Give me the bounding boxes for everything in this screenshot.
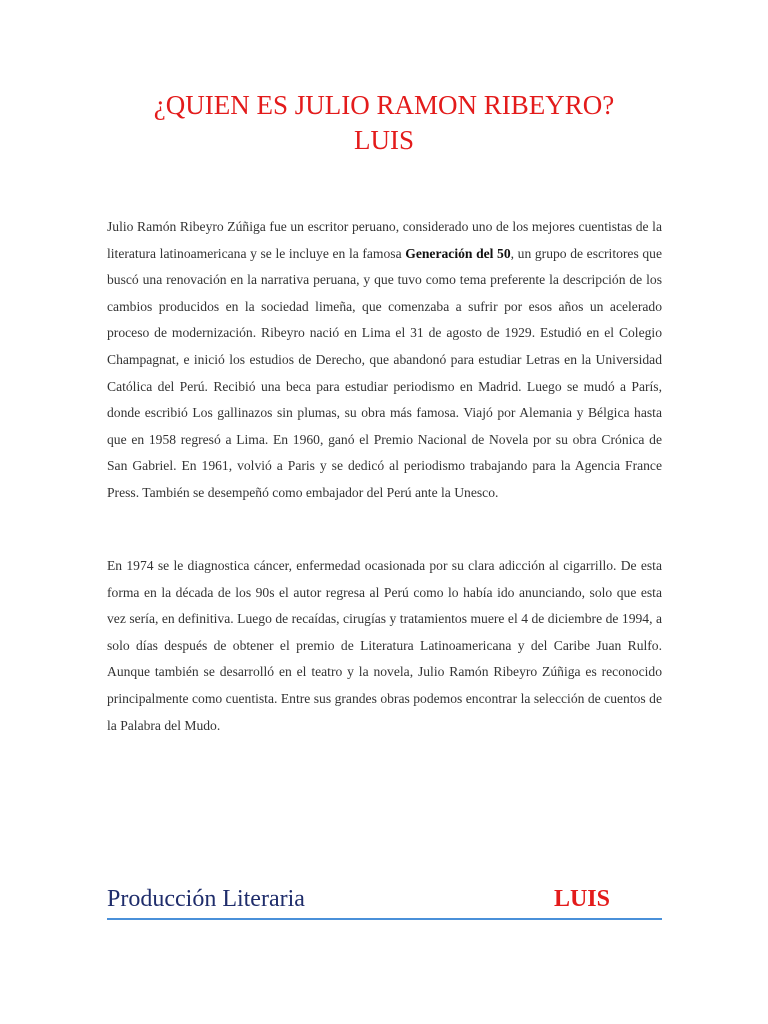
section-title: Producción Literaria bbox=[107, 886, 305, 912]
section-author: LUIS bbox=[553, 886, 610, 912]
generation-50-bold-text: Generación del 50 bbox=[405, 245, 511, 261]
title-line-author: LUIS bbox=[354, 125, 414, 155]
section-heading bbox=[107, 884, 662, 920]
biography-paragraph bbox=[107, 214, 662, 507]
illness-and-legacy-paragraph: En 1974 se le diagnostica cáncer, enfermedad ocasionada por su clara adicción al cigarrillo. De esta forma en la década de los 90s el autor regresa al Perú como lo había ido anunciando, solo que esta vez sería, en definitiva. Luego de recaídas, cirugías y tratamientos muere el 4 de diciembre de 1994, a solo días después de obtener el premio de Literatura Latinoamericana y del Caribe Juan Rulfo. Aunque también se desarrolló en el teatro y la novela, Julio Ramón Ribeyro Zúñiga es reconocido principalmente como cuentista. Entre sus grandes obras podemos encontrar la selección de cuentos de la Palabra del Mudo. bbox=[107, 558, 662, 733]
paragraph-text-start: Julio Ramón Ribeyro Zúñiga fue un escritor peruano, considerado uno de los mejores cuentistas de la literatura latinoamericana y se le incluye en la famosa bbox=[107, 219, 662, 261]
paragraph-text-end: , un grupo de escritores que buscó una renovación en la narrativa peruana, y que tuvo como tema preferente la descripción de los cambios producidos en la sociedad limeña, que comenzaba a sufrir por esos años un acelerado proceso de modernización. Ribeyro nació en Lima el 31 de agosto de 1929. Estudió en el Colegio Champagnat, e inició los estudios de Derecho, que abandonó para estudiar Letras en la Universidad Católica del Perú. Recibió una beca para estudiar periodismo en Madrid. Luego se mudó a París, donde escribió Los gallinazos sin plumas, su obra más famosa. Viajó por Alemania y Bélgica hasta que en 1958 regresó a Lima. En 1960, ganó el Premio Nacional de Novela por su obra Crónica de San Gabriel. En 1961, volvió a Paris y se dedicó al periodismo trabajando para la Agencia France Press. También se desempeñó como embajador del Perú ante la Unesco. bbox=[107, 245, 662, 500]
title-line-question: ¿QUIEN ES JULIO RAMON RIBEYRO? bbox=[153, 90, 615, 120]
page-title bbox=[0, 88, 768, 158]
